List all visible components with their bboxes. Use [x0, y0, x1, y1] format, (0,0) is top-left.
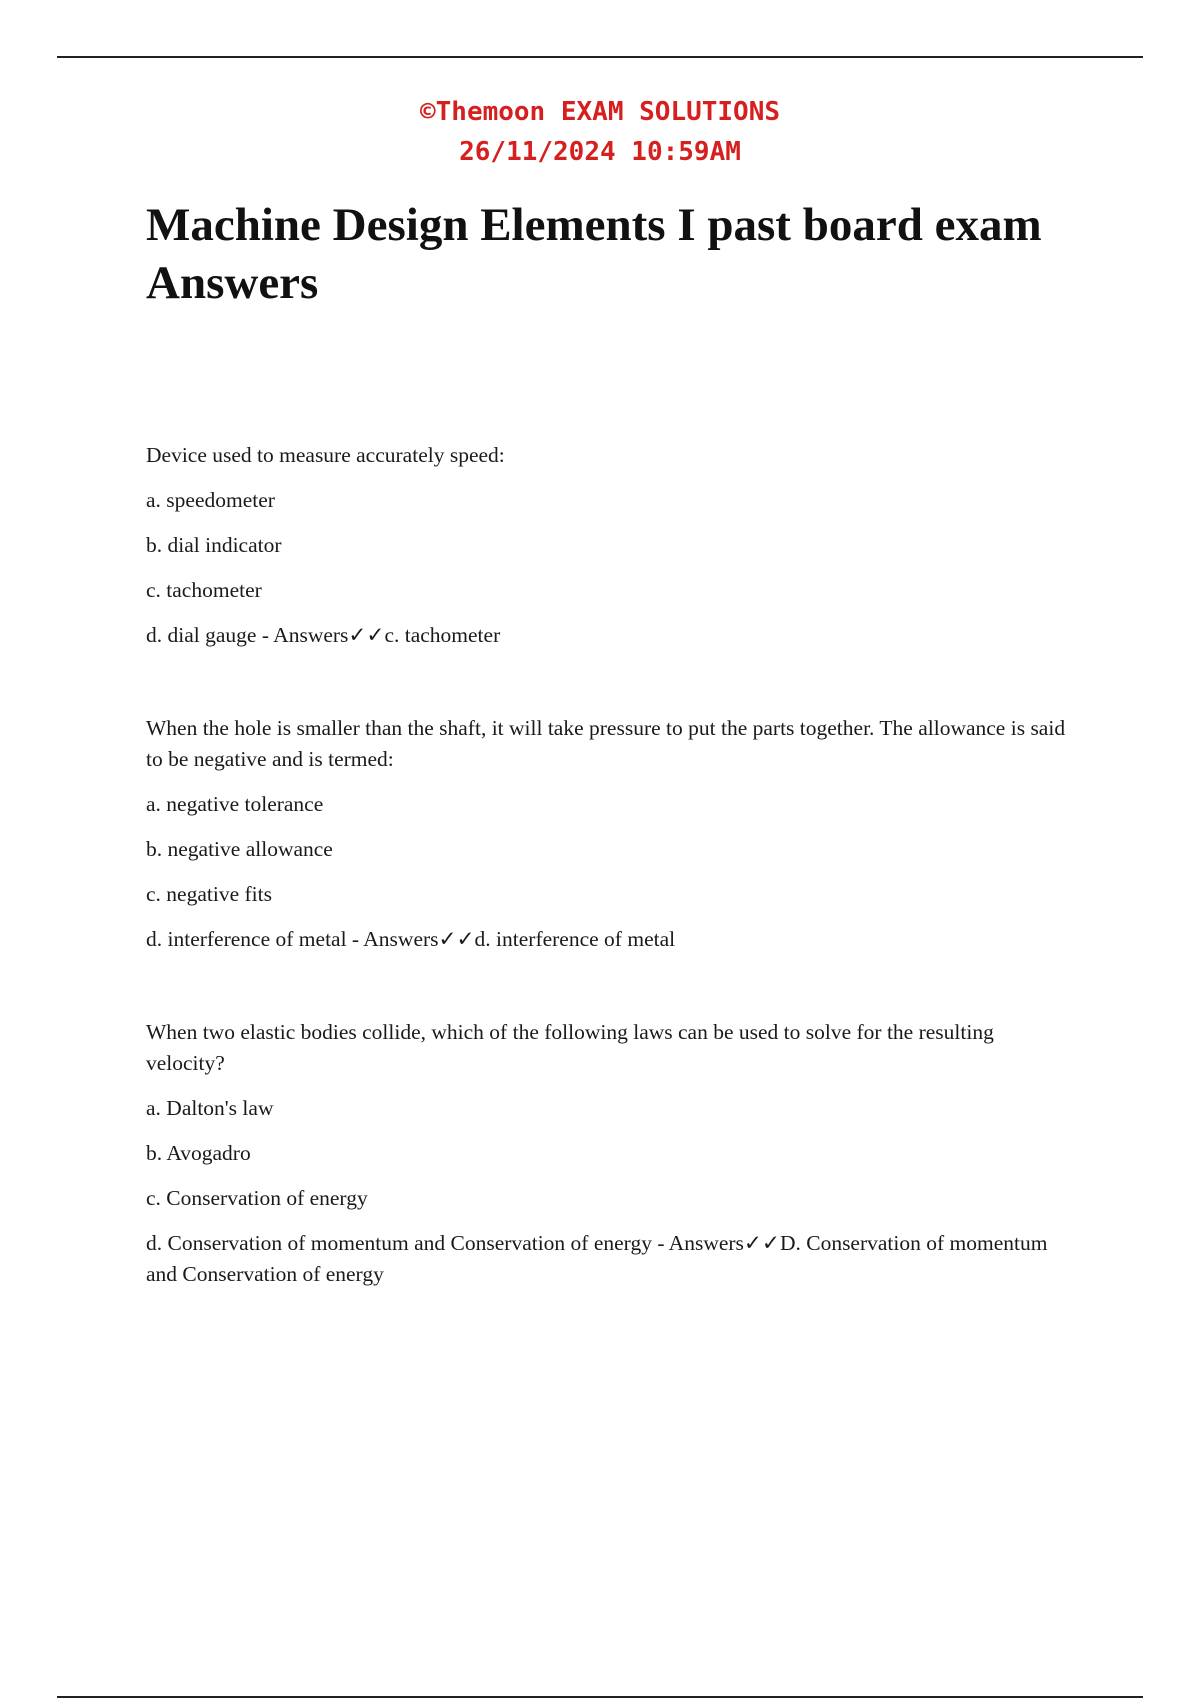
question-text: When the hole is smaller than the shaft, it will take pressure to put the parts together. The allowance is said to be negative and is termed: — [146, 716, 1066, 771]
answer-option-with-solution: d. Conservation of momentum and Conservation of energy - Answers✓✓D. Conservation of momentum and Conservation of energy — [146, 1231, 1048, 1286]
question-text: When two elastic bodies collide, which of the following laws can be used to solve for the resulting velocity? — [146, 1020, 994, 1075]
answer-option: b. Avogadro — [146, 1141, 251, 1165]
question-2 — [146, 713, 1076, 955]
answer-option: c. tachometer — [146, 578, 262, 602]
answer-option: c. negative fits — [146, 882, 272, 906]
answer-option-with-solution: d. dial gauge - Answers✓✓c. tachometer — [146, 623, 501, 647]
watermark-line-1: ©Themoon EXAM SOLUTIONS — [419, 97, 781, 127]
question-list — [146, 440, 1076, 1290]
question-1 — [146, 440, 1076, 651]
watermark-line-2: 26/11/2024 10:59AM — [459, 137, 741, 167]
question-3 — [146, 1017, 1076, 1290]
answer-option-with-solution: d. interference of metal - Answers✓✓d. interference of metal — [146, 927, 676, 951]
document-title: Machine Design Elements I past board exam Answers — [146, 199, 1042, 309]
answer-option: c. Conservation of energy — [146, 1186, 368, 1210]
answer-option: b. negative allowance — [146, 837, 333, 861]
watermark — [0, 92, 1200, 172]
document-body — [146, 196, 1076, 1352]
page-bottom-rule — [57, 1696, 1143, 1698]
question-text: Device used to measure accurately speed: — [146, 443, 505, 467]
answer-option: a. Dalton's law — [146, 1096, 274, 1120]
page-top-rule — [57, 56, 1143, 58]
answer-option: b. dial indicator — [146, 533, 282, 557]
answer-option: a. negative tolerance — [146, 792, 324, 816]
answer-option: a. speedometer — [146, 488, 275, 512]
